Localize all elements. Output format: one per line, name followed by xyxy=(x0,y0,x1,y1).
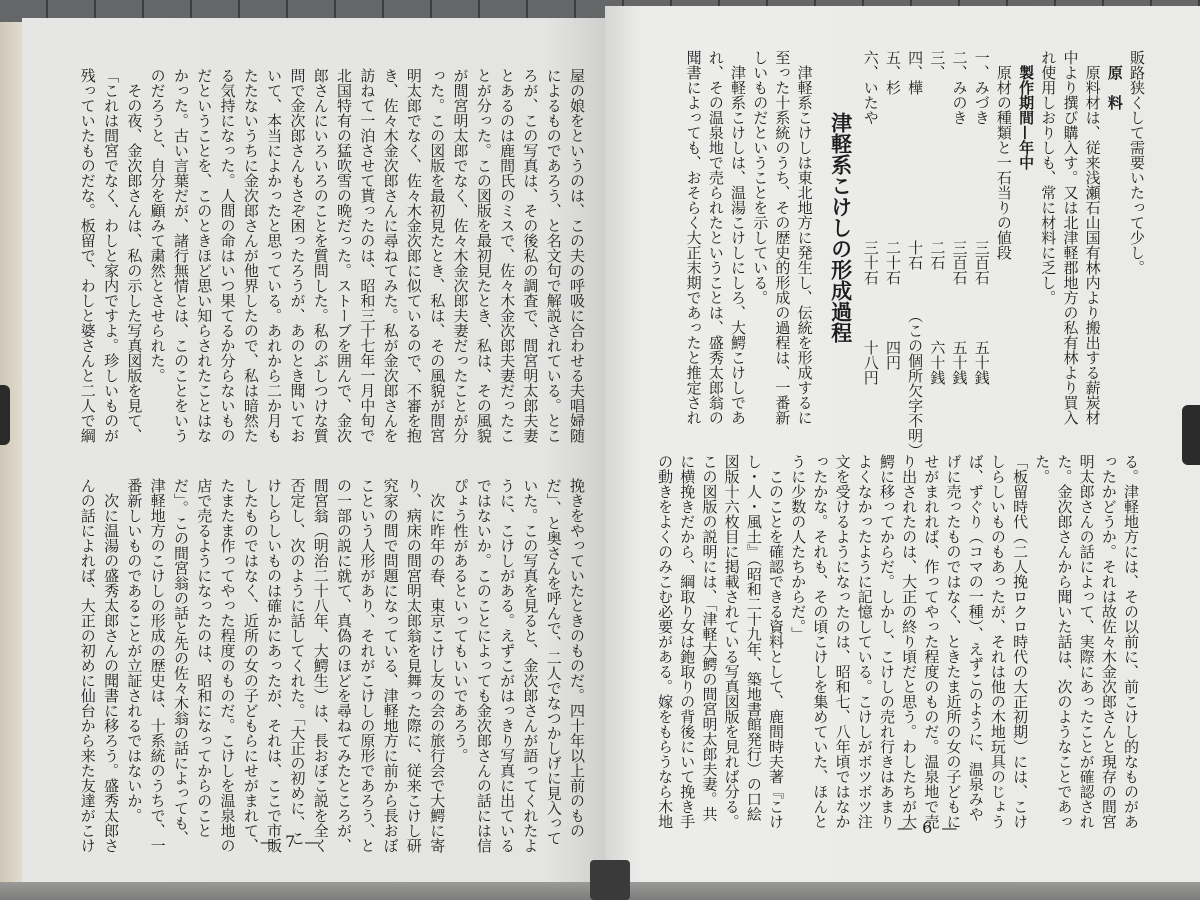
text-line: 「板留時代（二人挽ロクロ時代の大正初期）には、こけ xyxy=(1011,454,1030,829)
text-line: このことを確認できる資料として、鹿間時夫著『こけ xyxy=(767,454,785,829)
text-line: しいものだということを示している。 xyxy=(751,50,770,305)
text-line: 津軽系こけしは東北地方に発生し、伝統を形成するに xyxy=(795,50,814,425)
price-table-amount: 三百石 xyxy=(950,240,969,285)
price-table-amount: 十石 xyxy=(906,240,925,270)
text-line: れ、その温泉地で売られたということは、盛秀太郎翁の xyxy=(706,50,725,425)
text-line: ったかな。それも、その頃こけしを集めていた、ほんと xyxy=(811,454,830,829)
text-line: った。この図版を最初見たとき、私は、その風貌が間宮 xyxy=(428,68,447,443)
text-line: 問で金次郎さんもさぞ困ったろうが、あのとき聞いてお xyxy=(288,68,307,443)
text-line: ば、ずぐり（コマの一種）、えずこのように、温泉みや xyxy=(966,454,985,822)
price-table-amount: 二十石 xyxy=(883,240,902,285)
text-line: の動きをよくのみこむ必要がある。嫁をもらうなら木地 xyxy=(656,454,675,829)
section-body xyxy=(682,50,815,450)
text-line: の一部の説に就て、真偽のほどを尋ねてみたところが、 xyxy=(335,478,354,853)
price-table-price: 五十銭 xyxy=(950,340,969,385)
text-line: 否定し、次のように話してくれた。「大正の初めに、こ xyxy=(288,478,307,846)
right-page-lower-text xyxy=(654,454,1142,829)
text-line: 至った十系統のうち、その歴史的形成の過程は、一番新 xyxy=(773,50,792,425)
page-number: — 7 — xyxy=(260,832,323,851)
text-line: よくなかったように記憶している。こけしがボツボツ注 xyxy=(855,454,874,829)
text-line: いて、本当によかったと思っている。あれから二か月も xyxy=(265,68,284,443)
text-line: しらしいものもあったが、それは他の木地玩具のじょう xyxy=(988,454,1007,829)
text-line: 文を受けるようになったのは、昭和七、八年頃ではなか xyxy=(833,454,852,829)
text-line: 津軽地方のこけしの形成の歴史は、十系統のうちで、一 xyxy=(148,478,167,853)
text-line: 鰐に移ってからだ。しかし、こけしの売れ行きはあまり xyxy=(877,454,896,829)
page-number: — 6 — xyxy=(897,818,960,837)
text-line: き、佐々木金次郎さんに尋ねてみた。私が金次郎さんを xyxy=(381,68,400,443)
text-line: うに少数の人たちからだ。」 xyxy=(789,454,808,642)
price-table-row xyxy=(904,50,926,458)
price-table-row xyxy=(948,50,970,450)
text-line: た。金次郎さんから聞いた話は、次のようなことであっ xyxy=(1055,454,1074,829)
text-line: のだろうと、自分を顧みて粛然とさせられた。 xyxy=(148,68,167,383)
price-table-amount: 三百石 xyxy=(972,240,991,285)
text-line: いた。この写真を見ると、金次郎さんが語ってくれたよ xyxy=(521,478,540,853)
text-line: り出されたのは、大正の終り頃だと思う。わしたちが大 xyxy=(900,454,919,829)
text-line: とあるのは鹿間氏のミスで、佐々木金次郎夫妻だったこ xyxy=(498,68,517,443)
text-line: 津軽系こけしは、温湯こけしにしろ、大鰐こけしであ xyxy=(729,50,747,425)
text-line: 次に昨年の春、東京こけし友の会の旅行会で大鰐に寄 xyxy=(428,478,447,853)
binder-clip-left xyxy=(0,385,10,445)
text-line: したものではなく、近所の女の子どもらにせがまれて、 xyxy=(241,478,260,853)
text-line: とが分った。この図版を最初見たとき、私は、その風貌 xyxy=(474,68,493,443)
price-table-row xyxy=(971,50,993,450)
text-line: る気持になった。人間の命はいつ果てるか分らないもの xyxy=(218,68,237,443)
text-line: が間宮明太郎でなく、佐々木金次郎夫妻だったことが分 xyxy=(451,68,470,443)
text-line: だということを、このときほど思い知らされたことはな xyxy=(195,68,214,443)
section-title: 津軽系こけしの形成過程 xyxy=(828,112,854,343)
binder-clip-right xyxy=(1182,405,1200,465)
text-line: だ」、と奥さんを呼んで、二人でなつかしげに見入って xyxy=(544,478,563,846)
text-line: 明太郎さんの話によって、実際にあったことが確認され xyxy=(1077,454,1096,829)
page-6 xyxy=(605,6,1200,886)
price-table-title: 原材の種類と一石当りの値段 xyxy=(994,50,1013,260)
price-table-price: 五十銭 xyxy=(972,340,991,385)
text-line: たたないうちに金次郎さんが他界したので、私は暗然た xyxy=(241,68,260,443)
text-line: たまたま作ってやった程度のものだ。こけしを温泉地の xyxy=(218,478,237,853)
text-line: 間宮翁（明治二十八年、大鰐生）は、長おぼこ説を全く xyxy=(311,478,330,853)
text-line: この図版の説明には、「津軽大鰐の間宮明太郎夫妻。共 xyxy=(700,454,719,822)
text-line: 原料材は、従来浅瀬石山国有林内より搬出する薪炭材 xyxy=(1083,50,1102,425)
price-table-price: 六十銭 xyxy=(928,340,947,385)
text-line: だ」。この間宮翁の話と先の佐々木翁の話によっても、 xyxy=(171,478,190,846)
price-table-price: （この個所欠字不明） xyxy=(906,308,925,458)
text-line: 販路狭くして需要いたって少し。 xyxy=(1128,50,1146,275)
text-line: 中より撰び購入す。又は北津軽郡地方の私有林より買入 xyxy=(1061,50,1080,425)
text-line: その夜、金次郎さんは、私の示した写真図版を見て、 xyxy=(125,68,144,443)
text-line: んの話によれば、大正の初めに仙台から来た友達がこけ xyxy=(78,478,97,853)
price-table-row xyxy=(882,50,904,450)
price-table-amount: 二石 xyxy=(928,240,947,270)
text-line: 図版十六枚目に掲載されている写真図版を見れば分る。 xyxy=(722,454,741,829)
price-table-amount: 三十石 xyxy=(861,240,880,285)
text-line: る。津軽地方には、その以前に、前こけし的なものがあ xyxy=(1122,454,1140,829)
text-line: 番新しいものであることが立証されるではないか。 xyxy=(125,478,144,823)
text-line: こという人形があり、それがこけしの原形であろう、と xyxy=(358,478,377,853)
text-line: 郎さんにいろいろのことを質問した。私のぶしつけな質 xyxy=(311,68,330,443)
text-line: せがまれれば、作ってやった程度のものだ。温泉地で売 xyxy=(922,454,941,829)
price-table-row xyxy=(926,50,948,450)
text-line: ろが、この写真は、その後私の調査で、間宮明太郎夫妻 xyxy=(521,68,540,443)
price-table-item: 三、 xyxy=(928,50,947,80)
left-page-lower-text xyxy=(75,478,588,853)
text-line: 屋の娘をというのは、この夫の呼吸に合わせる夫唱婦随 xyxy=(568,68,586,443)
price-table-item: 五、杉 xyxy=(883,50,902,95)
text-line: り、病床の間宮明太郎翁を見舞った際に、従来こけし研 xyxy=(404,478,423,853)
right-page-upper-text xyxy=(682,50,1148,458)
price-table-row xyxy=(860,50,882,450)
book-spine-shadow xyxy=(590,860,630,900)
period-heading: 製作期間—年中 xyxy=(1017,50,1036,170)
text-line: 挽きをやっていたときのものだ。四十年以上前のもの xyxy=(568,478,586,838)
material-heading: 原 料 xyxy=(1105,50,1124,110)
text-line: 店で売るようになったのは、昭和になってからのこと xyxy=(195,478,214,838)
text-line: 残っていたものだな。板留で、わしと婆さんと二人で綱 xyxy=(78,68,97,443)
text-line: れ使用しおりしも、常に材料に乏し。 xyxy=(1039,50,1058,305)
text-line: 訪ねて一泊させて貰ったのは、昭和三十七年一月中旬で xyxy=(358,68,377,443)
left-page-upper-text xyxy=(75,68,588,443)
price-table-item: 六、いたや xyxy=(861,50,880,125)
text-line: けしらしいものは確かにあったが、それは、ここで市販 xyxy=(265,478,284,853)
price-table-item: 一、みづき xyxy=(972,50,991,125)
price-table-item: 四、樺 xyxy=(906,50,925,95)
text-line: ではないか。このことによっても金次郎さんの話には信 xyxy=(474,478,493,853)
text-line: げに売ったものではなく、ときたま近所の女の子どもに xyxy=(944,454,963,829)
text-line: ったかどうか。それは故佐々木金次郎さんと現存の間宮 xyxy=(1099,454,1118,829)
text-line: 次に温湯の盛秀太郎さんの聞書に移ろう。盛秀太郎さ xyxy=(102,478,121,853)
price-table xyxy=(860,50,993,458)
text-line: た。 xyxy=(1033,454,1052,484)
price-table-item: 二、みのき xyxy=(950,50,969,125)
text-line: うに、こけしがある。えずこがはっきり写真に出ている xyxy=(498,478,517,853)
text-line: かった。古い言葉だが、諸行無情とは、このことをいう xyxy=(171,68,190,443)
price-table-price: 十八円 xyxy=(861,340,880,385)
page-7 xyxy=(22,18,605,882)
book-cover-edge xyxy=(0,22,24,900)
text-line: 「これは間宮でなく、わしと家内ですよ。珍しいものが xyxy=(102,68,121,443)
text-line: 北国特有の猛吹雪の晩だった。ストーブを囲んで、金次 xyxy=(335,68,354,443)
text-line: によるものであろう、と名文句で解説されている。とこ xyxy=(544,68,563,443)
text-line: 究家の間で問題になっている、津軽地方に前から長おぼ xyxy=(381,478,400,853)
text-line: 明太郎でなく、佐々木金次郎に似ているので、不審を抱 xyxy=(404,68,423,443)
text-line: 聞書によっても、おそらく大正末期であったと推定され xyxy=(684,50,703,425)
text-line: ぴょう性があるといってもいいであろう。 xyxy=(451,478,470,763)
text-line: し・人・風土』（昭和二十九年、築地書館発行）の口絵 xyxy=(744,454,763,822)
price-table-price: 四円 xyxy=(883,340,902,370)
text-line: に横挽きだから、綱取り女は鉋取りの背後にいて挽き手 xyxy=(678,454,697,829)
